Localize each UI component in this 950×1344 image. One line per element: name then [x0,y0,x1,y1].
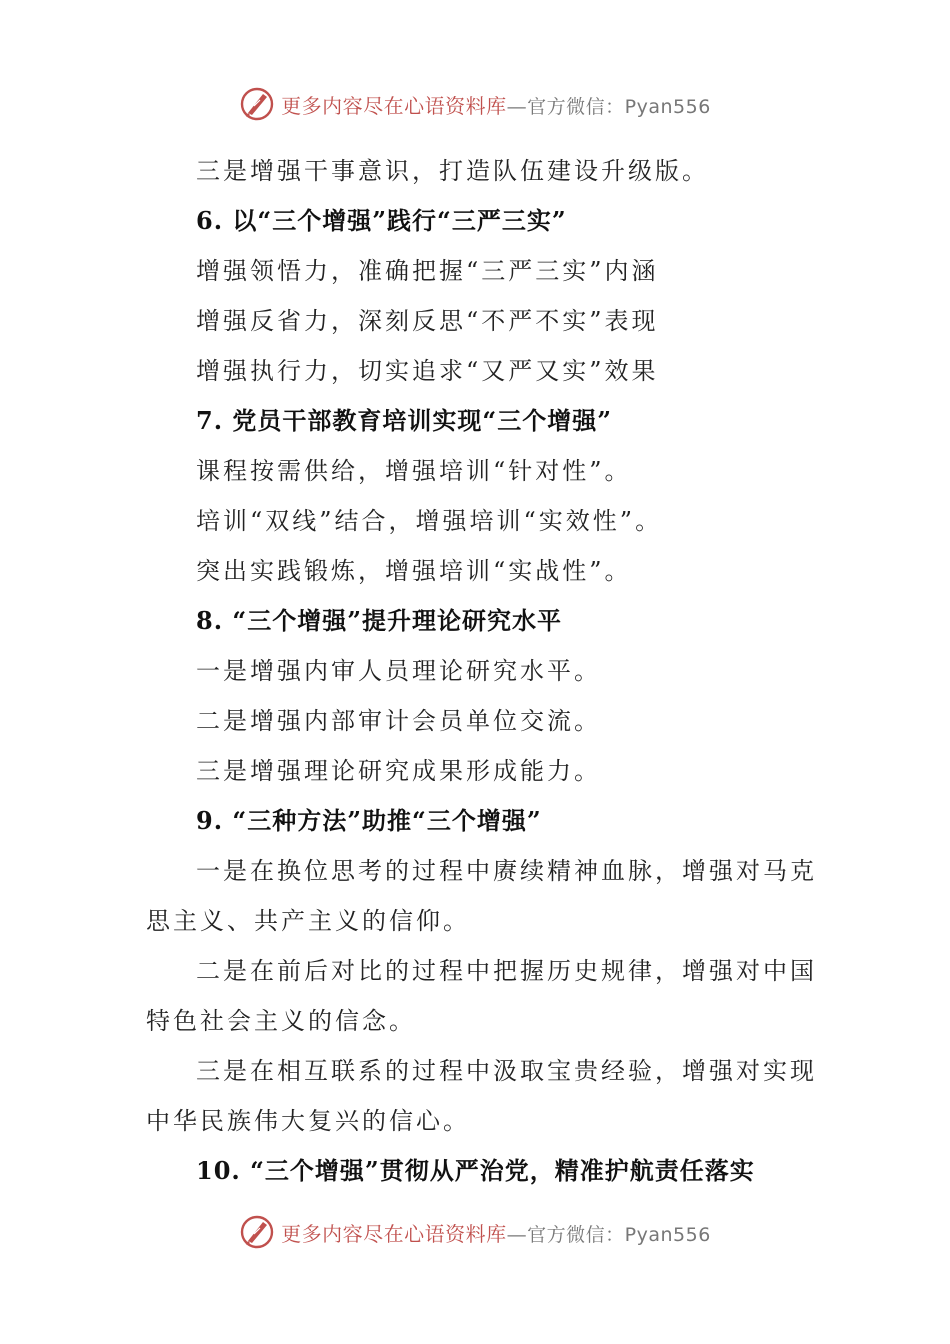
banner-inner [239,1214,711,1250]
banner-wechat-label: 官方微信： [527,1223,625,1246]
paragraph-line: 增强领悟力，准确把握“三严三实”内涵 [196,257,659,285]
paragraph-line: 二是增强内部审计会员单位交流。 [196,707,601,735]
quill-pen-logo-icon [239,1214,275,1250]
banner-text [281,1218,711,1247]
banner-wechat-label: 官方微信： [527,95,625,118]
banner-wechat-id: Pyan556 [624,95,711,118]
section-heading: 7. 党员干部教育培训实现“三个增强” [196,406,613,435]
paragraph-line: 思主义、共产主义的信仰。 [146,907,470,935]
paragraph-line: 增强反省力，深刻反思“不严不实”表现 [196,307,659,335]
document-body [146,146,817,1196]
paragraph-line: 突出实践锻炼，增强培训“实战性”。 [196,557,632,585]
paragraph-line: 三是增强干事意识，打造队伍建设升级版。 [196,157,709,185]
banner-separator: — [506,93,528,118]
section-heading: 10. “三个增强”贯彻从严治党，精准护航责任落实 [196,1156,755,1185]
paragraph-line: 一是增强内审人员理论研究水平。 [196,657,601,685]
paragraph-line: 课程按需供给，增强培训“针对性”。 [196,457,632,485]
banner-wechat-id: Pyan556 [624,1223,711,1246]
paragraph-line: 增强执行力，切实追求“又严又实”效果 [196,357,659,385]
banner-text [281,90,711,119]
banner-brand: 更多内容尽在心语资料库 [281,1221,507,1246]
paragraph-line: 一是在换位思考的过程中赓续精神血脉，增强对马克 [196,857,817,885]
paragraph-line: 培训“双线”结合，增强培训“实效性”。 [196,507,663,535]
paragraph-line: 三是增强理论研究成果形成能力。 [196,757,601,785]
paragraph-line: 二是在前后对比的过程中把握历史规律，增强对中国 [196,957,817,985]
paragraph-line: 三是在相互联系的过程中汲取宝贵经验，增强对实现 [196,1057,817,1085]
section-heading: 6. 以“三个增强”践行“三严三实” [196,206,567,235]
header-banner [0,84,950,124]
section-heading: 8. “三个增强”提升理论研究水平 [196,606,563,635]
paragraph-line: 中华民族伟大复兴的信心。 [146,1107,470,1135]
footer-banner [0,1212,950,1252]
banner-brand: 更多内容尽在心语资料库 [281,93,507,118]
quill-pen-logo-icon [239,86,275,122]
section-heading: 9. “三种方法”助推“三个增强” [196,806,542,835]
banner-inner [239,86,711,122]
banner-separator: — [506,1221,528,1246]
paragraph-line: 特色社会主义的信念。 [146,1007,416,1035]
